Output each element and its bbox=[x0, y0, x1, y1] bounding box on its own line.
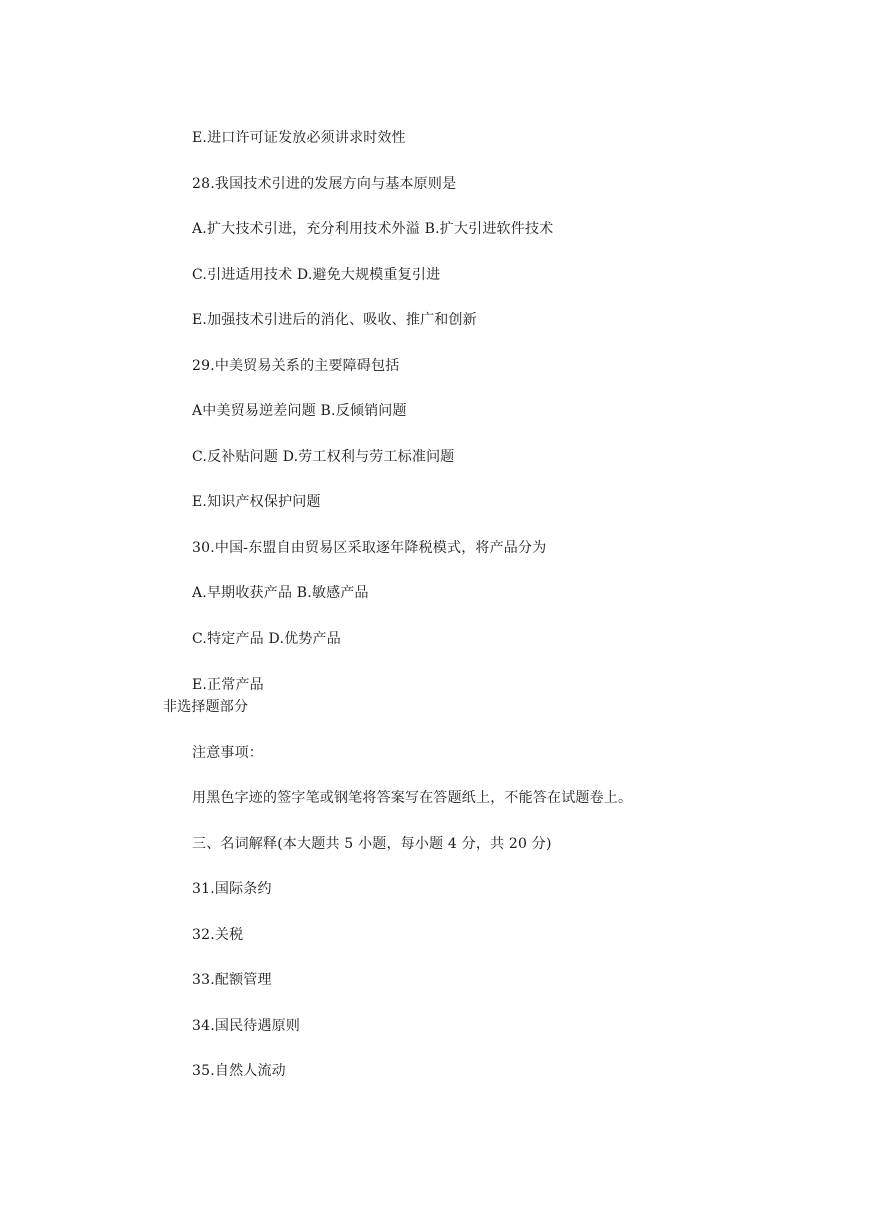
q30-options-cd: C.特定产品 D.优势产品 bbox=[192, 631, 341, 647]
q30-option-e: E.正常产品 bbox=[192, 677, 264, 693]
section-title: 三、名词解释(本大题共 5 小题，每小题 4 分，共 20 分) bbox=[192, 836, 552, 852]
term-item-35: 35.自然人流动 bbox=[192, 1063, 286, 1079]
q29-question: 29.中美贸易关系的主要障碍包括 bbox=[192, 358, 400, 374]
term-item-31: 31.国际条约 bbox=[192, 881, 272, 897]
term-item-33: 33.配额管理 bbox=[192, 972, 272, 988]
q28-option-e: E.加强技术引进后的消化、吸收、推广和创新 bbox=[192, 312, 477, 328]
q30-question: 30.中国-东盟自由贸易区采取逐年降税模式，将产品分为 bbox=[192, 540, 547, 556]
term-item-32: 32.关税 bbox=[192, 927, 244, 943]
q29-options-cd: C.反补贴问题 D.劳工权利与劳工标准问题 bbox=[192, 449, 455, 465]
q28-options-cd: C.引进适用技术 D.避免大规模重复引进 bbox=[192, 267, 441, 283]
notice-title: 注意事项： bbox=[192, 745, 263, 761]
q29-options-ab: A中美贸易逆差问题 B.反倾销问题 bbox=[192, 403, 407, 419]
notice-text: 用黑色字迹的签字笔或钢笔将答案写在答题纸上，不能答在试题卷上。 bbox=[192, 790, 633, 806]
non-choice-heading: 非选择题部分 bbox=[163, 699, 249, 715]
q28-question: 28.我国技术引进的发展方向与基本原则是 bbox=[192, 176, 457, 192]
q27-option-e: E.进口许可证发放必须讲求时效性 bbox=[192, 130, 406, 146]
q28-options-ab: A.扩大技术引进，充分利用技术外溢 B.扩大引进软件技术 bbox=[192, 221, 554, 237]
q30-options-ab: A.早期收获产品 B.敏感产品 bbox=[192, 585, 369, 601]
term-item-34: 34.国民待遇原则 bbox=[192, 1018, 301, 1034]
q29-option-e: E.知识产权保护问题 bbox=[192, 494, 321, 510]
